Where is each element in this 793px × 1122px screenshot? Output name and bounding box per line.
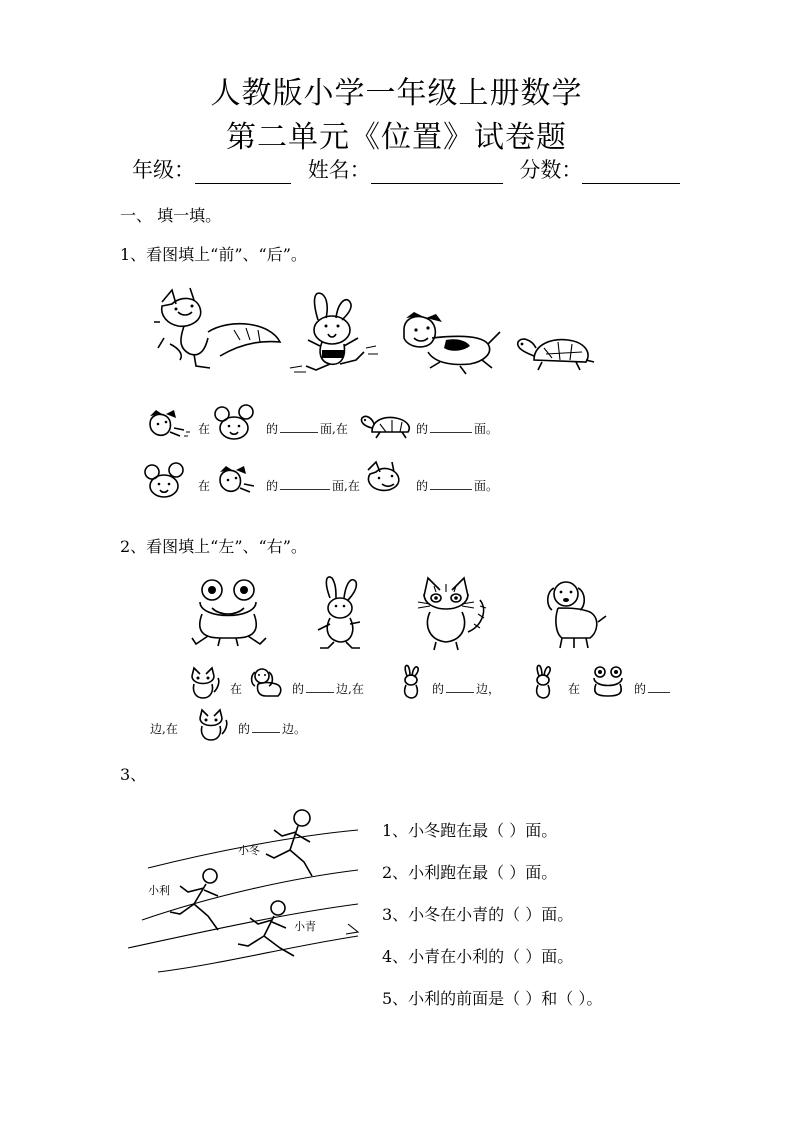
frog-rabbit-cat-dog-illustration	[190, 574, 630, 654]
q2-row1-text1: 的 边,在	[292, 682, 364, 696]
cat-icon	[194, 708, 230, 742]
q1-row1-text2: 的 面。	[416, 422, 499, 436]
label-xiaodong: 小冬	[238, 844, 260, 857]
q3-item-3[interactable]: 3、小冬在小青的（ ）面。	[382, 905, 574, 924]
label-xiaoqing: 小青	[294, 920, 316, 933]
dog-icon	[144, 406, 194, 442]
page-title: 人教版小学一年级上册数学	[210, 76, 583, 111]
zai-text: 在	[198, 479, 211, 493]
q3-number: 3、	[120, 765, 147, 784]
answer-blank[interactable]	[252, 720, 280, 733]
rabbit-icon	[212, 404, 264, 442]
zai-text: 在	[568, 682, 581, 696]
name-label: 姓名：	[307, 158, 371, 182]
fox-rabbit-dog-turtle-illustration	[150, 282, 590, 382]
dog-icon	[404, 312, 500, 374]
q3-item-1[interactable]: 1、小冬跑在最（ ）面。	[382, 821, 558, 840]
label-xiaoli: 小利	[148, 884, 170, 897]
name-blank[interactable]	[371, 161, 503, 184]
answer-blank[interactable]	[430, 420, 472, 433]
runner-icon	[238, 901, 294, 956]
answer-blank[interactable]	[446, 680, 474, 693]
turtle-icon	[518, 339, 594, 370]
dog-icon	[548, 582, 606, 648]
frog-icon	[588, 664, 628, 698]
q1-row2-text2: 的 面。	[416, 479, 499, 493]
section-heading: 一、 填一填。	[120, 206, 222, 225]
q1-row1-text1: 的 面,在	[266, 422, 348, 436]
frog-icon	[192, 580, 266, 646]
zai-text: 在	[230, 682, 243, 696]
rabbit-icon	[318, 577, 360, 648]
rabbit-icon	[142, 462, 194, 500]
dog-icon	[214, 462, 264, 498]
q2-prompt: 2、看图填上“左”、“右”。	[120, 537, 307, 556]
rabbit-icon	[530, 664, 556, 700]
turtle-icon	[358, 408, 414, 440]
q3-item-4[interactable]: 4、小青在小利的（ ）面。	[382, 947, 574, 966]
runner-icon	[266, 810, 312, 876]
rabbit-icon	[398, 664, 424, 700]
zai-text: 在	[198, 422, 211, 436]
score-blank[interactable]	[582, 161, 680, 184]
q1-row2-text1: 的 面,在	[266, 479, 360, 493]
answer-blank[interactable]	[306, 680, 334, 693]
q3-item-2[interactable]: 2、小利跑在最（ ）面。	[382, 863, 558, 882]
answer-blank[interactable]	[430, 477, 472, 490]
cat-icon	[418, 578, 486, 650]
q2-row1-text3: 的	[634, 680, 672, 697]
bian-zai-text: 边,在	[150, 722, 178, 736]
q3-item-5[interactable]: 5、小利的前面是（ ）和（ ）。	[382, 989, 603, 1008]
q2-row2-text: 的 边。	[238, 722, 307, 736]
grade-blank[interactable]	[195, 161, 291, 184]
q1-prompt: 1、看图填上“前”、“后”。	[120, 245, 307, 264]
student-info-line	[132, 154, 680, 184]
fox-icon	[154, 288, 280, 368]
grade-label: 年级：	[132, 158, 195, 182]
dog-icon	[248, 664, 288, 698]
score-label: 分数：	[519, 158, 583, 182]
rabbit-icon	[290, 293, 378, 372]
cat-icon	[186, 666, 222, 700]
fox-icon	[362, 460, 412, 498]
page-subtitle: 第二单元《位置》试卷题	[226, 120, 567, 155]
answer-blank[interactable]	[648, 680, 670, 693]
q2-row1-text2: 的 边，	[432, 682, 501, 696]
answer-blank[interactable]	[280, 420, 318, 433]
answer-blank[interactable]	[280, 477, 330, 490]
